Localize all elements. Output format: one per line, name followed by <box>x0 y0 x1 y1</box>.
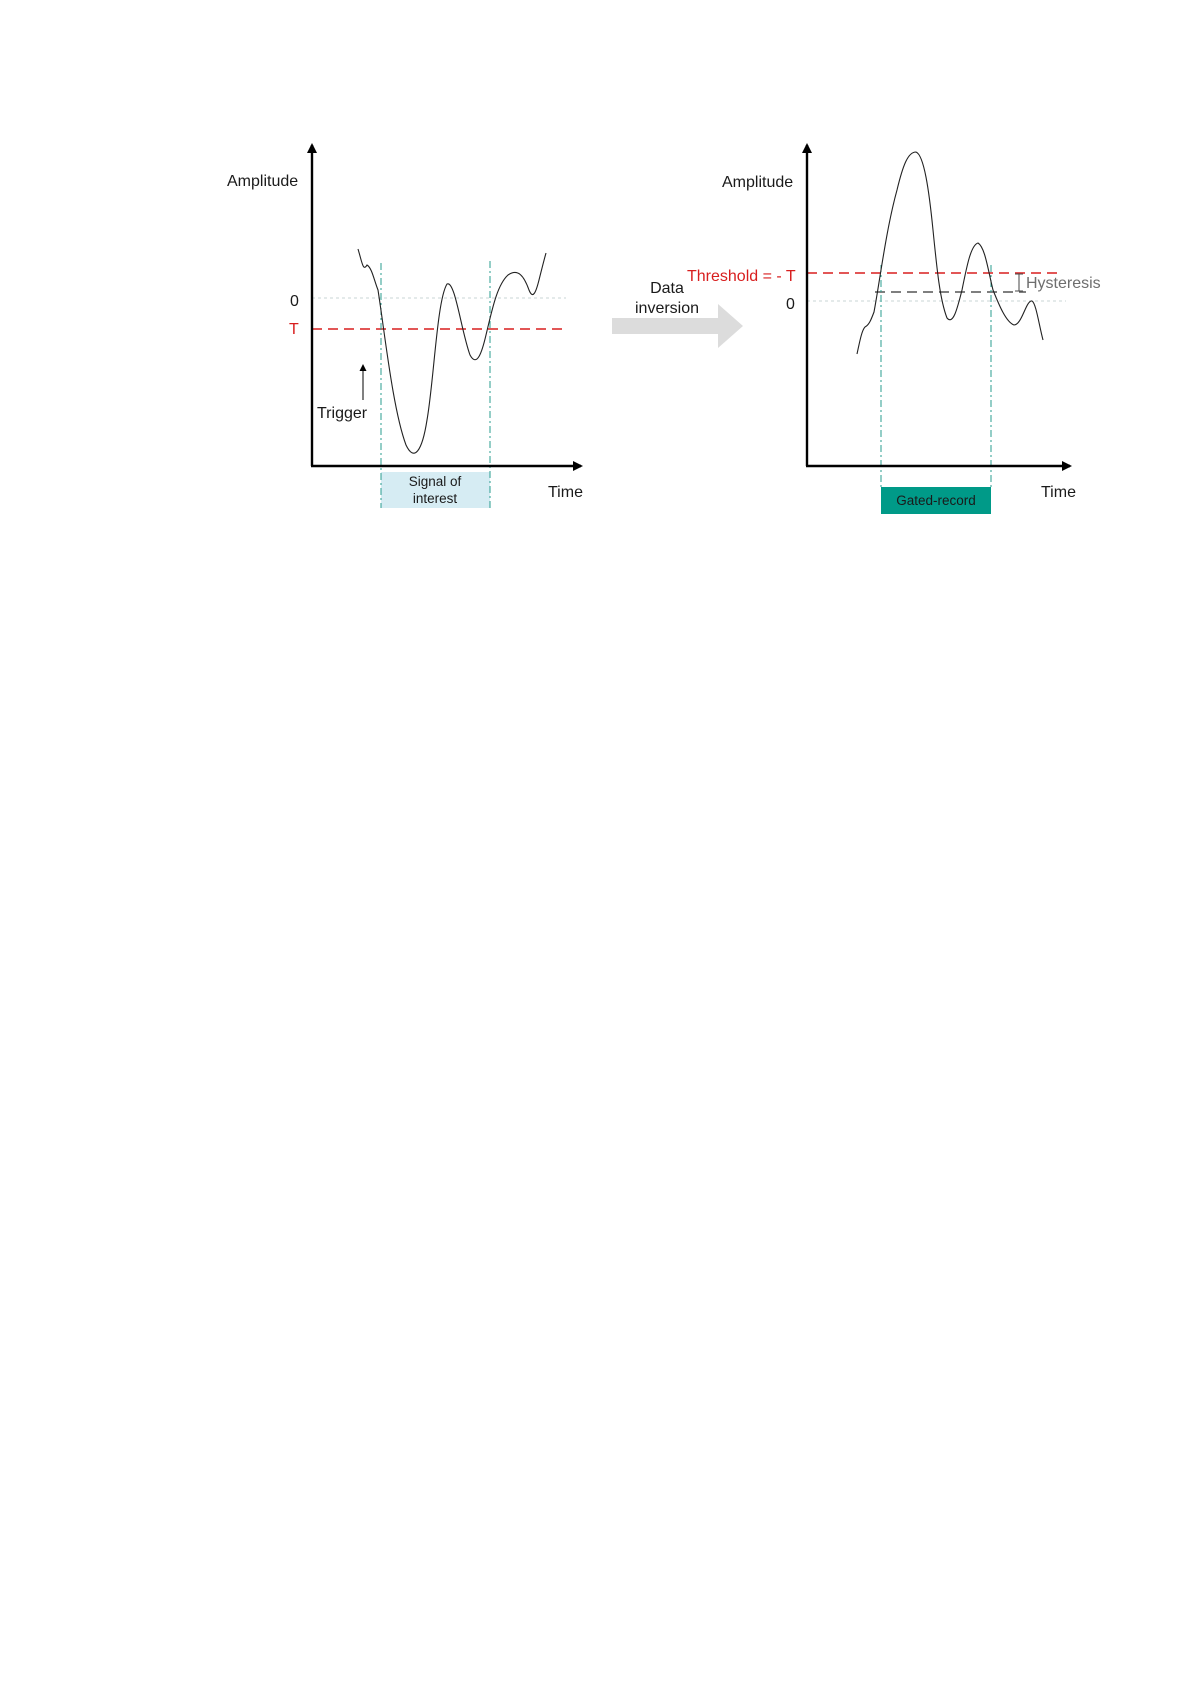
data-inversion-label-line2: inversion <box>634 300 700 317</box>
right-signal-waveform <box>857 152 1043 354</box>
trigger-label: Trigger <box>317 405 368 422</box>
gated-record-label: Gated-record <box>896 493 976 508</box>
left-threshold-label: T <box>289 321 299 338</box>
right-x-axis-label: Time <box>1041 484 1076 501</box>
left-y-axis-label: Amplitude <box>227 173 299 190</box>
data-inversion-arrow-group <box>612 280 743 348</box>
right-y-axis-label: Amplitude <box>722 174 794 191</box>
left-x-axis-label: Time <box>548 484 583 501</box>
left-panel <box>227 145 583 508</box>
signal-of-interest-label-line2: interest <box>412 491 458 506</box>
left-zero-label: 0 <box>290 293 299 310</box>
data-inversion-label-line1: Data <box>650 280 684 297</box>
right-panel <box>687 145 1101 514</box>
left-signal-waveform <box>358 249 546 453</box>
threshold-label: Threshold = - T <box>687 268 796 285</box>
right-zero-label: 0 <box>786 296 795 313</box>
hysteresis-label: Hysteresis <box>1026 275 1101 292</box>
signal-of-interest-label-line1: Signal of <box>408 474 462 489</box>
